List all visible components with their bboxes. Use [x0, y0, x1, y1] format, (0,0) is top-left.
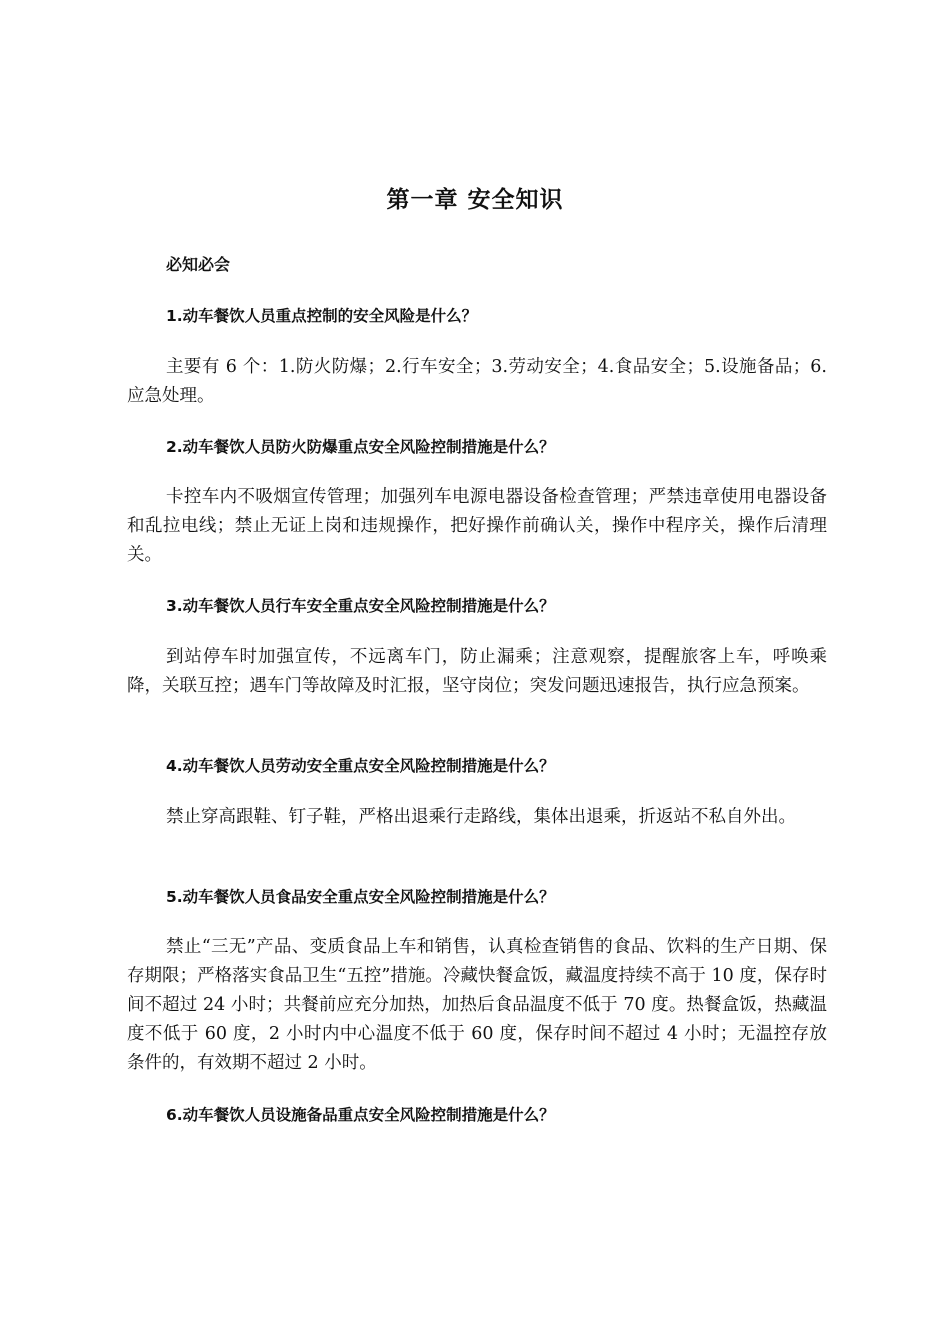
chapter-title: 第一章 安全知识	[386, 187, 564, 213]
answer-3: 到站停车时加强宣传，不远离车门，防止漏乘；注意观察，提醒旅客上车，呼唤乘降，关联互控；遇车门等故障及时汇报，坚守岗位；突发问题迅速报告，执行应急预案。	[127, 647, 827, 696]
question-6: 6.动车餐饮人员设施备品重点安全风险控制措施是什么？	[166, 1106, 555, 1124]
question-3: 3.动车餐饮人员行车安全重点安全风险控制措施是什么？	[166, 597, 555, 615]
answer-2: 卡控车内不吸烟宣传管理；加强列车电源电器设备检查管理；严禁违章使用电器设备和乱拉电线；禁止无证上岗和违规操作，把好操作前确认关，操作中程序关，操作后清理关。	[127, 487, 827, 565]
question-4: 4.动车餐饮人员劳动安全重点安全风险控制措施是什么？	[166, 757, 555, 775]
answer-1: 主要有 6 个：1.防火防爆；2.行车安全；3.劳动安全；4.食品安全；5.设施备品；6.应急处理。	[127, 357, 827, 406]
question-1: 1.动车餐饮人员重点控制的安全风险是什么？	[166, 307, 478, 325]
section-label: 必知必会	[166, 255, 231, 274]
question-2: 2.动车餐饮人员防火防爆重点安全风险控制措施是什么？	[166, 438, 555, 456]
question-5: 5.动车餐饮人员食品安全重点安全风险控制措施是什么？	[166, 888, 555, 906]
answer-5: 禁止“三无”产品、变质食品上车和销售，认真检查销售的食品、饮料的生产日期、保存期限；严格落实食品卫生“五控”措施。冷藏快餐盒饭，藏温度持续不高于 10 度，保存时间不超过 24 小时；共餐前应充分加热，加热后食品温度不低于 70 度。热餐盒饭，热藏温度不低于 60 度，2 小时内中心温度不低于 60 度，保存时间不超过 4 小时；无温控存放条件的，有效期不超过 2 小时。	[127, 937, 827, 1073]
answer-4: 禁止穿高跟鞋、钉子鞋，严格出退乘行走路线，集体出退乘，折返站不私自外出。	[166, 807, 796, 827]
